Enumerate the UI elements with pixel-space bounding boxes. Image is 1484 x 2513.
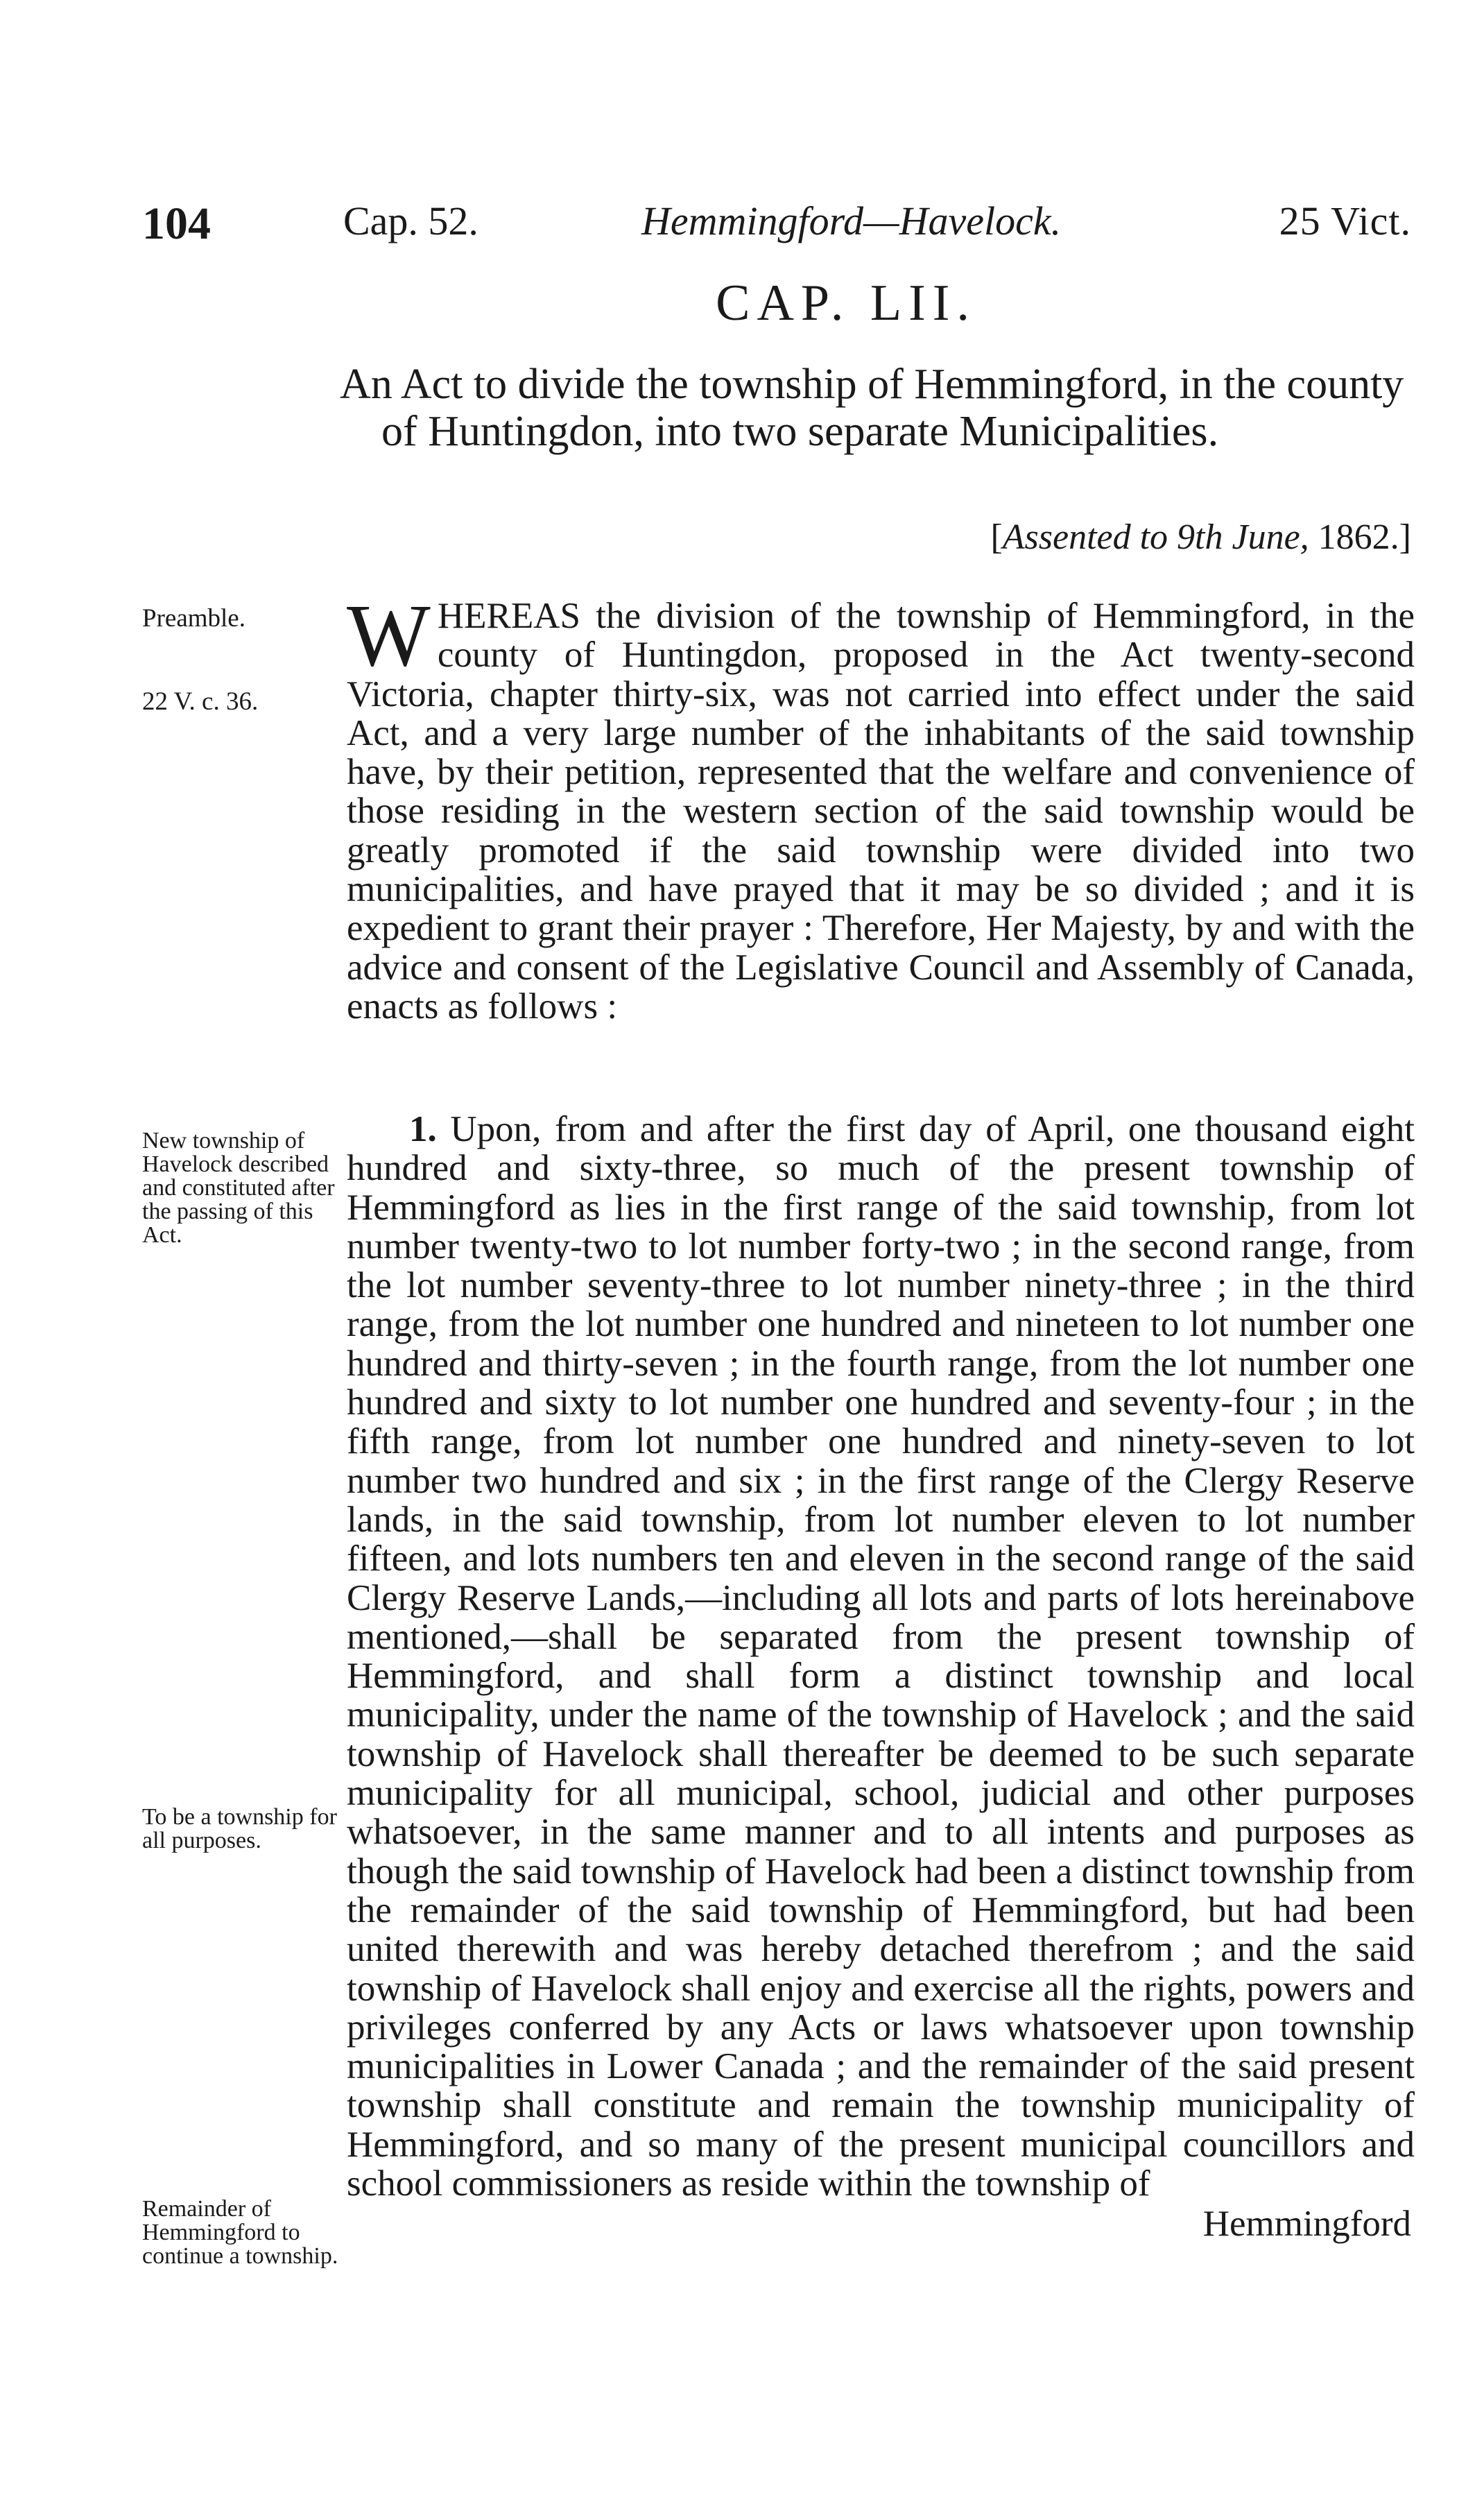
drop-cap: W: [347, 586, 431, 685]
assent-italic: Assented to 9th June,: [1002, 517, 1309, 557]
margin-note-citation: 22 V. c. 36.: [142, 687, 259, 716]
preamble-text: HEREAS the division of the township of Hemmingford, in the county of Huntingdon, proposed in the Act twenty-second Victoria, chapter thirty-six, was not carried into effect under the said Act, and a very large number of the inhabitants of the said township have, by their petition, represented that the welfare and convenience of those residing in the western section of the said township would be greatly promoted if the said township were divided into two municipalities, and have prayed that it may be so divided ; and it is expedient to grant their prayer : Therefore, Her Majesty, by and with the advice and consent of the Legislative Council and Assembly of Canada, enacts as follows :: [347, 596, 1415, 1027]
catchword: Hemmingford: [1202, 2204, 1411, 2244]
preamble-paragraph: [347, 586, 1415, 1027]
page-number: 104: [142, 198, 211, 249]
assent-year: 1862.]: [1309, 517, 1411, 557]
margin-note-new-township: New township of Havelock described and constituted after the passing of this Act.: [142, 1128, 335, 1248]
regnal-year: 25 Vict.: [1279, 198, 1411, 243]
section-1-text: Upon, from and after the first day of April, one thousand eight hundred and sixty-three, so much of the present township of Hemmingford as lies in the first range of the said township, from lot number twenty-two to lot number forty-two ; in the second range, from the lot number seventy-three to lot number ninety-three ; in the third range, from the lot number one hundred and nineteen to lot number one hundred and thirty-seven ; in the fourth range, from the lot number one hundred and sixty to lot number one hundred and seventy-four ; in the fifth range, from lot number one hundred and ninety-seven to lot number two hundred and six ; in the first range of the Clergy Reserve lands, in the said township, from lot number eleven to lot number fifteen, and lots numbers ten and eleven in the second range of the said Clergy Reserve Lands,—including all lots and parts of lots hereinabove mentioned,—shall be separated from the present township of Hemmingford, and shall form a distinct township and local municipality, under the name of the township of Havelock ; and the said township of Havelock shall thereafter be deemed to be such separate municipality for all municipal, school, judicial and other purposes whatsoever, in the same manner and to all intents and purposes as though the said township of Havelock had been a distinct township from the remainder of the said township of Hemmingford, but had been united therewith and was hereby detached therefrom ; and the said township of Havelock shall enjoy and exercise all the rights, powers and privileges conferred by any Acts or laws whatsoever upon township municipalities in Lower Canada ; and the remainder of the said present township shall constitute and remain the township municipality of Hemmingford, and so many of the present municipal councillors and school commissioners as reside within the township of: [347, 1109, 1415, 2204]
assent-bracket: [: [990, 517, 1003, 557]
assent-date: [990, 517, 1411, 558]
chapter-reference: Cap. 52.: [343, 198, 478, 243]
act-title: An Act to divide the township of Hemmingford, in the county of Huntingdon, into two separate Municipalities.: [340, 361, 1404, 455]
margin-note-preamble: Preamble.: [142, 604, 245, 633]
section-number: 1.: [409, 1109, 437, 1149]
margin-note-all-purposes: To be a township for all purposes.: [142, 1804, 337, 1853]
margin-note-remainder: Remainder of Hemmingford to continue a township.: [142, 2196, 338, 2269]
section-1-paragraph: [347, 1110, 1415, 2203]
running-title: Hemmingford—Havelock.: [641, 198, 1062, 243]
running-header: [142, 198, 1411, 253]
chapter-heading: CAP. LII.: [716, 275, 976, 332]
